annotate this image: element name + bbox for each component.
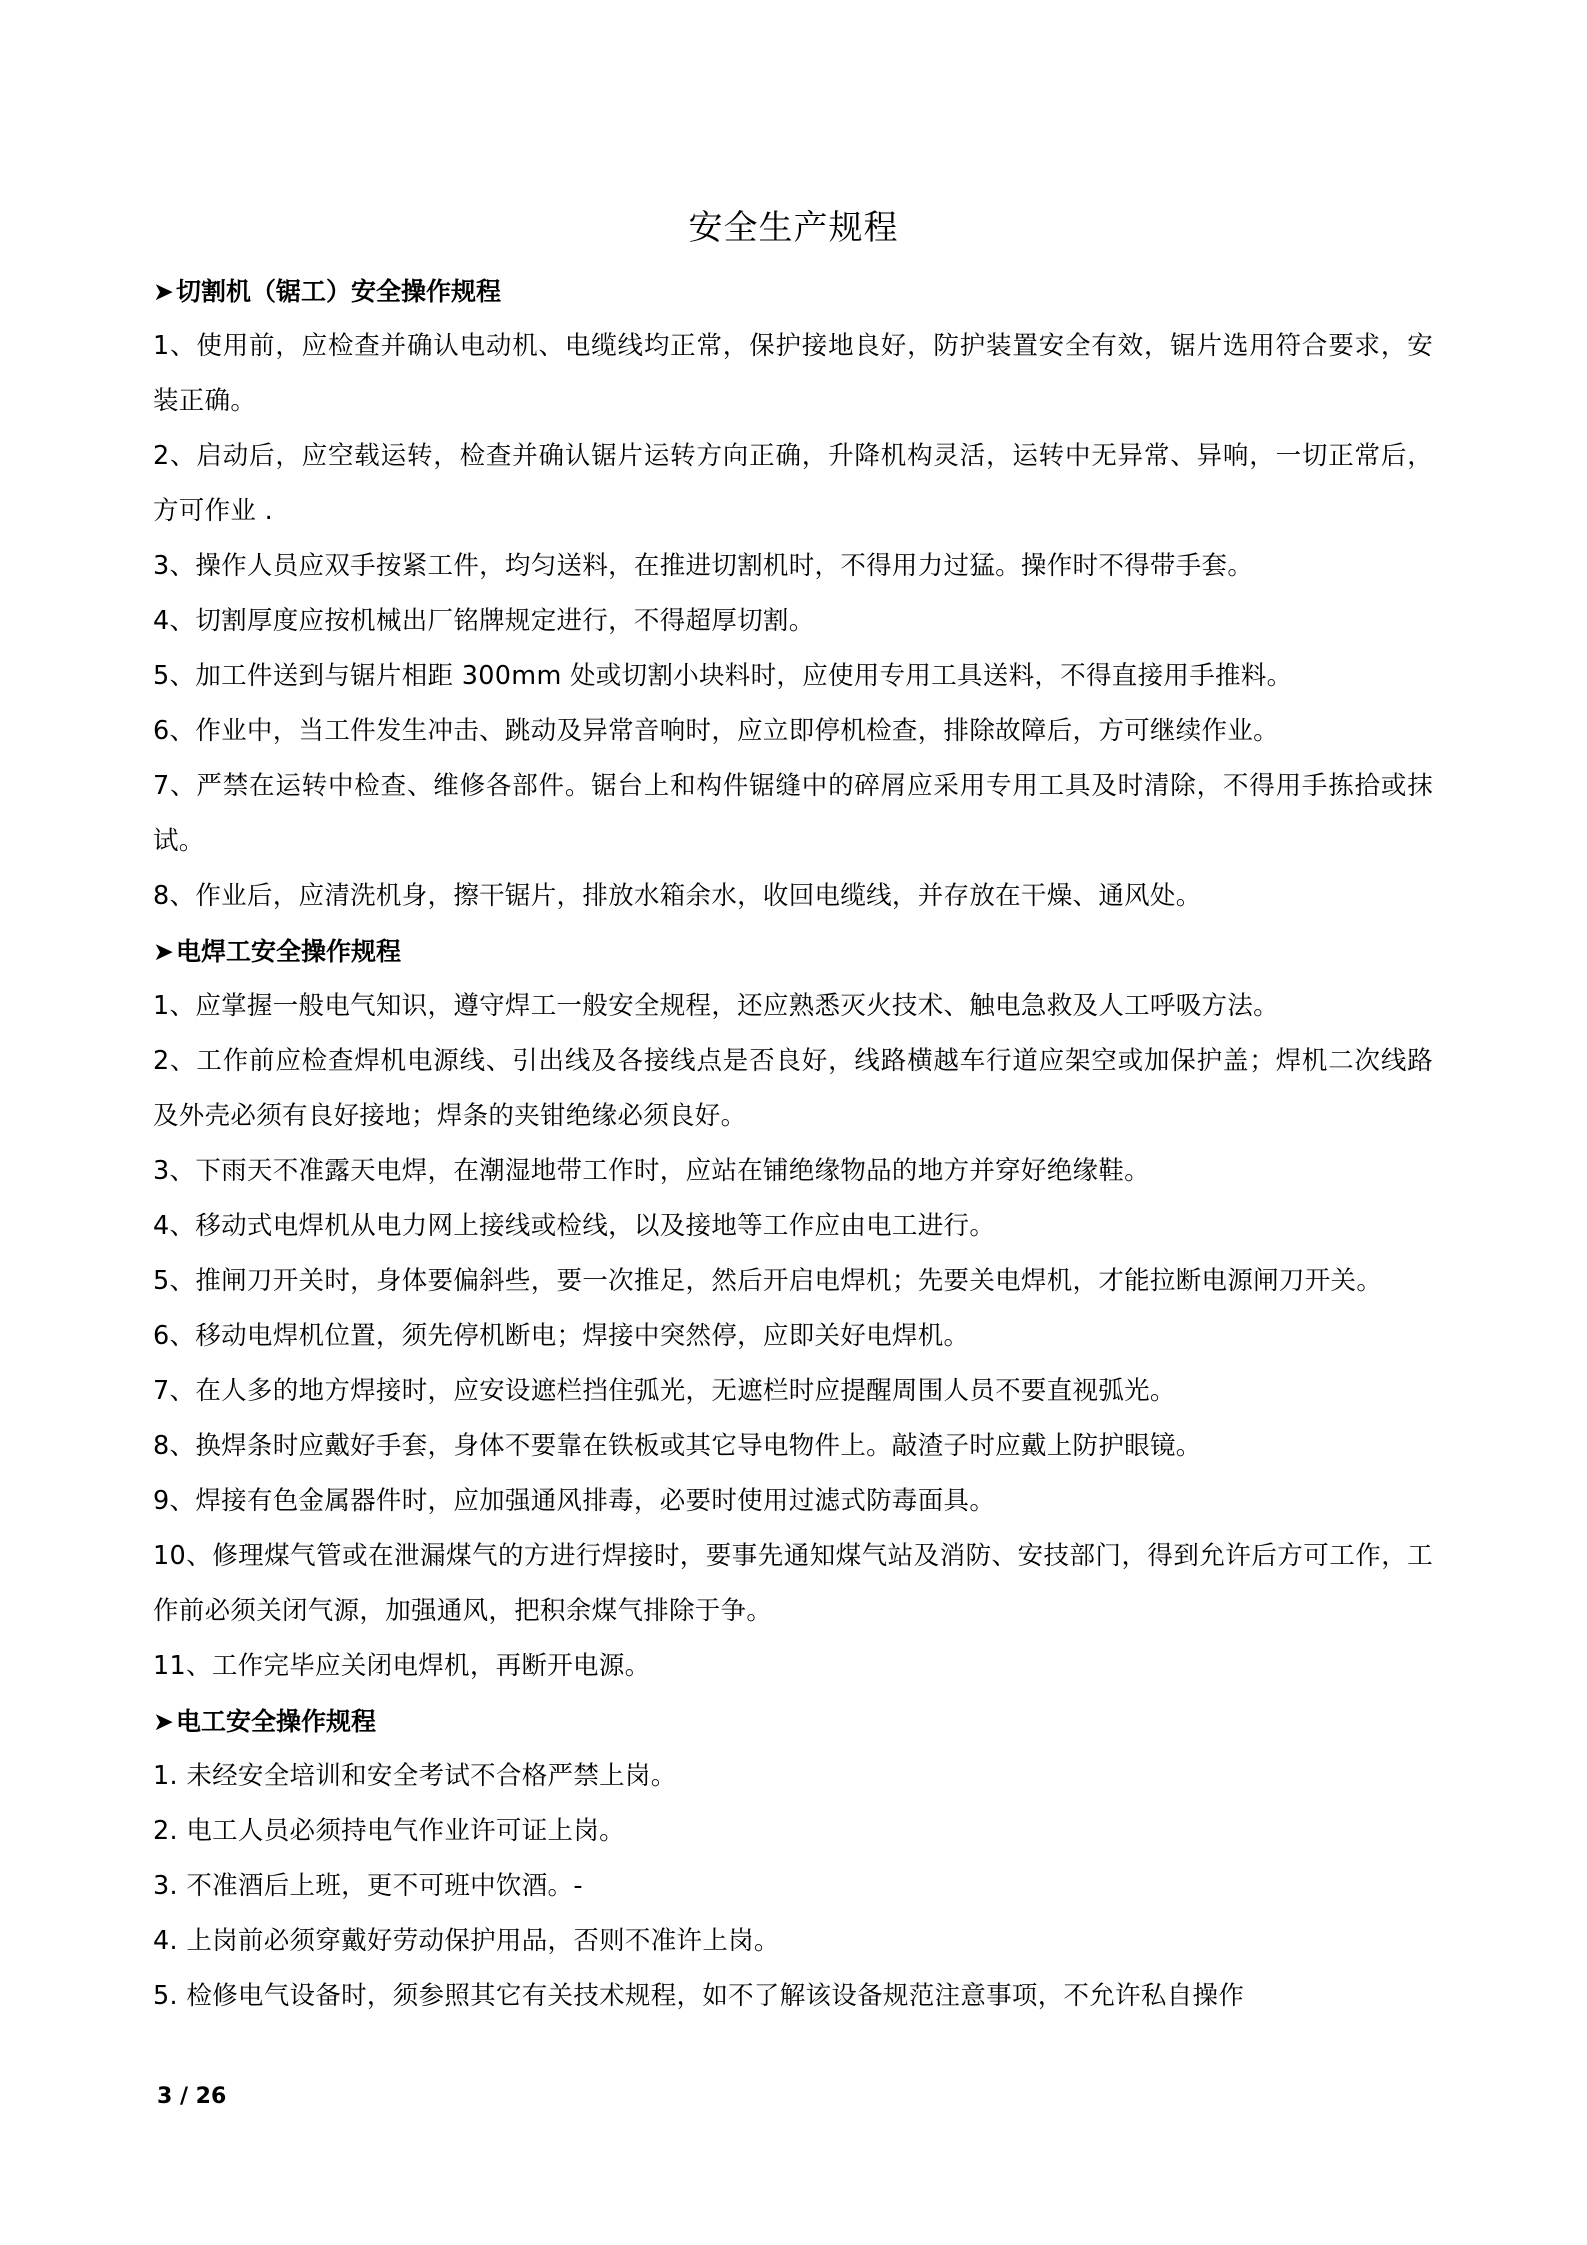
list-item: 2、启动后，应空载运转，检查并确认锯片运转方向正确，升降机构灵活，运转中无异常、异响，一切正常后，方可作业 .	[153, 441, 1433, 526]
section-heading-text: 电焊工安全操作规程	[175, 937, 401, 966]
section-heading-welder	[153, 924, 1433, 979]
list-item: 9、焊接有色金属器件时，应加强通风排毒，必要时使用过滤式防毒面具。	[153, 1486, 996, 1516]
list-item: 3、下雨天不准露天电焊，在潮湿地带工作时，应站在铺绝缘物品的地方并穿好绝缘鞋。	[153, 1156, 1150, 1186]
page-current: 3	[157, 2084, 173, 2109]
section-heading-text: 电工安全操作规程	[175, 1707, 376, 1736]
list-item: 3. 不准酒后上班，更不可班中饮酒。-	[153, 1871, 583, 1901]
arrow-bullet-icon: ➤	[153, 937, 174, 966]
section-heading-electrician	[153, 1694, 1433, 1749]
list-item: 11、工作完毕应关闭电焊机，再断开电源。	[153, 1651, 651, 1681]
list-item: 7、在人多的地方焊接时，应安设遮栏挡住弧光，无遮栏时应提醒周围人员不要直视弧光。	[153, 1376, 1176, 1406]
document-body	[153, 264, 1433, 2024]
list-item: 4、移动式电焊机从电力网上接线或检线，以及接地等工作应由电工进行。	[153, 1211, 996, 1241]
list-item: 1、使用前，应检查并确认电动机、电缆线均正常，保护接地良好，防护装置安全有效，锯片选用符合要求，安装正确。	[153, 331, 1433, 416]
list-item: 6、作业中，当工件发生冲击、跳动及异常音响时，应立即停机检查，排除故障后，方可继续作业。	[153, 716, 1279, 746]
section-heading-text: 切割机（锯工）安全操作规程	[175, 277, 501, 306]
list-item: 1. 未经安全培训和安全考试不合格严禁上岗。	[153, 1761, 677, 1791]
list-item: 1、应掌握一般电气知识，遵守焊工一般安全规程，还应熟悉灭火技术、触电急救及人工呼吸方法。	[153, 991, 1279, 1021]
list-item: 2、工作前应检查焊机电源线、引出线及各接线点是否良好，线路横越车行道应架空或加保护盖；焊机二次线路及外壳必须有良好接地；焊条的夹钳绝缘必须良好。	[153, 1046, 1433, 1131]
list-item: 10、修理煤气管或在泄漏煤气的方进行焊接时，要事先通知煤气站及消防、安技部门，得到允许后方可工作，工作前必须关闭气源，加强通风，把积余煤气排除于争。	[153, 1541, 1433, 1626]
list-item: 5、推闸刀开关时，身体要偏斜些，要一次推足，然后开启电焊机；先要关电焊机，才能拉断电源闸刀开关。	[153, 1266, 1383, 1296]
list-item: 5、加工件送到与锯片相距 300mm 处或切割小块料时，应使用专用工具送料，不得直接用手推料。	[153, 661, 1293, 691]
page-number	[157, 2082, 226, 2112]
list-item: 4. 上岗前必须穿戴好劳动保护用品，否则不准许上岗。	[153, 1926, 780, 1956]
list-item: 2. 电工人员必须持电气作业许可证上岗。	[153, 1816, 625, 1846]
page-title: 安全生产规程	[688, 208, 899, 248]
list-item: 8、换焊条时应戴好手套，身体不要靠在铁板或其它导电物件上。敲渣子时应戴上防护眼镜。	[153, 1431, 1202, 1461]
list-item: 8、作业后，应清洗机身，擦干锯片，排放水箱余水，收回电缆线，并存放在干燥、通风处。	[153, 881, 1202, 911]
list-item: 4、切割厚度应按机械出厂铭牌规定进行，不得超厚切割。	[153, 606, 815, 636]
list-item: 3、操作人员应双手按紧工件，均匀送料，在推进切割机时，不得用力过猛。操作时不得带手套。	[153, 551, 1254, 581]
arrow-bullet-icon: ➤	[153, 277, 174, 306]
page-separator: /	[172, 2084, 196, 2109]
arrow-bullet-icon: ➤	[153, 1707, 174, 1736]
page-total: 26	[195, 2084, 227, 2109]
list-item: 6、移动电焊机位置，须先停机断电；焊接中突然停，应即关好电焊机。	[153, 1321, 970, 1351]
list-item: 5. 检修电气设备时，须参照其它有关技术规程，如不了解该设备规范注意事项，不允许私自操作	[153, 1981, 1245, 2011]
list-item: 7、严禁在运转中检查、维修各部件。锯台上和构件锯缝中的碎屑应采用专用工具及时清除，不得用手拣拾或抹试。	[153, 771, 1433, 856]
section-heading-cutting-machine	[153, 264, 1433, 319]
